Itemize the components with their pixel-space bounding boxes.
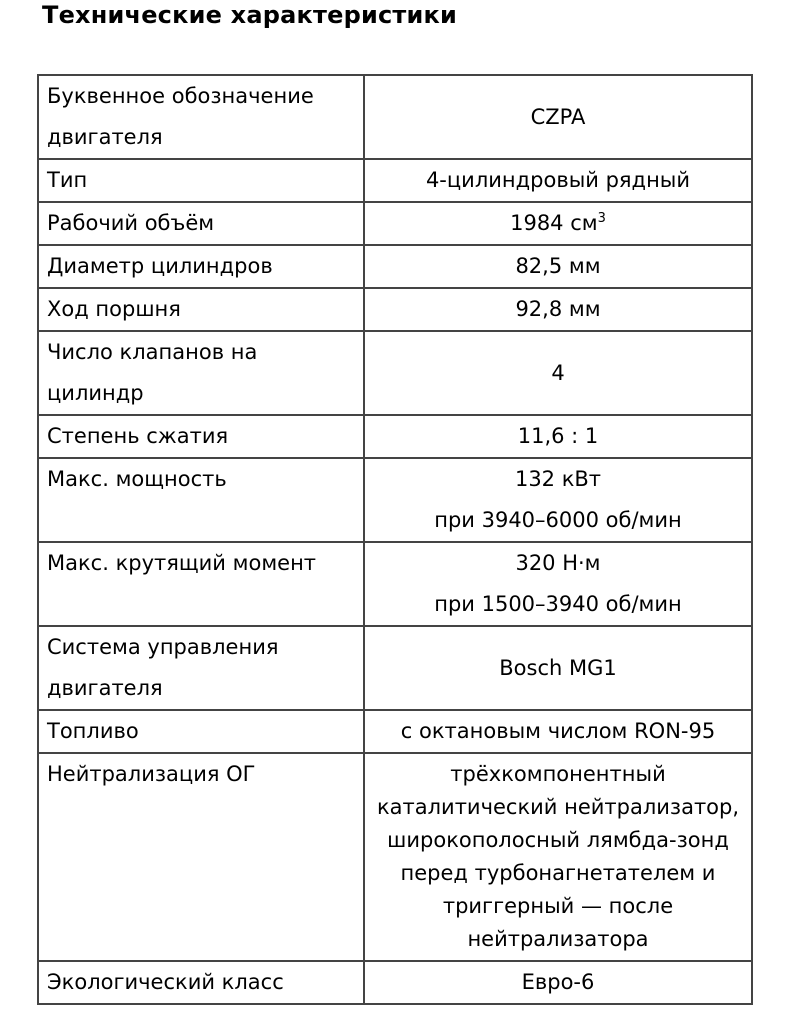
- row-value: Bosch MG1: [364, 626, 752, 710]
- row-label: Макс. мощность: [38, 458, 364, 542]
- row-label: Топливо: [38, 710, 364, 753]
- value-line-1: 320 Н·м: [515, 551, 601, 575]
- table-row: [38, 288, 752, 331]
- table-row: [38, 202, 752, 245]
- row-value: 4: [364, 331, 752, 415]
- row-value: 92,8 мм: [364, 288, 752, 331]
- row-value: 82,5 мм: [364, 245, 752, 288]
- row-value: CZPA: [364, 75, 752, 159]
- row-label: Ход поршня: [38, 288, 364, 331]
- row-value: 11,6 : 1: [364, 415, 752, 458]
- row-label: Система управления двигателя: [38, 626, 364, 710]
- page-title: Технические характеристики: [42, 1, 458, 29]
- row-label: Буквенное обозначение двигателя: [38, 75, 364, 159]
- value-line-1: 132 кВт: [514, 467, 602, 491]
- row-value: [364, 542, 752, 626]
- table-row: [38, 542, 752, 626]
- spec-table: [37, 74, 753, 1005]
- table-row: [38, 710, 752, 753]
- row-label: Экологический класс: [38, 961, 364, 1004]
- row-label: Рабочий объём: [38, 202, 364, 245]
- row-label: Нейтрализация ОГ: [38, 753, 364, 961]
- table-row: [38, 415, 752, 458]
- table-row: [38, 753, 752, 961]
- row-value: [364, 458, 752, 542]
- value-superscript: 3: [597, 211, 606, 226]
- value-line-2: при 1500–3940 об/мин: [434, 592, 682, 616]
- table-row: [38, 159, 752, 202]
- table-row: [38, 331, 752, 415]
- row-label: Степень сжатия: [38, 415, 364, 458]
- value-line-2: при 3940–6000 об/мин: [434, 508, 682, 532]
- table-row: [38, 626, 752, 710]
- row-label: Диаметр цилиндров: [38, 245, 364, 288]
- row-value: трёхкомпонентный каталитический нейтрализатор, широкополосный лямбда-зонд перед турбонагнетателем и триггерный — после нейтрализатора: [364, 753, 752, 961]
- value-text: 1984 см: [510, 211, 598, 235]
- table-row: [38, 245, 752, 288]
- row-value: 4-цилиндровый рядный: [364, 159, 752, 202]
- row-value: Евро-6: [364, 961, 752, 1004]
- table-row: [38, 75, 752, 159]
- row-value: [364, 202, 752, 245]
- table-row: [38, 458, 752, 542]
- row-value: с октановым числом RON-95: [364, 710, 752, 753]
- row-label: Число клапанов на цилиндр: [38, 331, 364, 415]
- row-label: Тип: [38, 159, 364, 202]
- row-label: Макс. крутящий момент: [38, 542, 364, 626]
- table-row: [38, 961, 752, 1004]
